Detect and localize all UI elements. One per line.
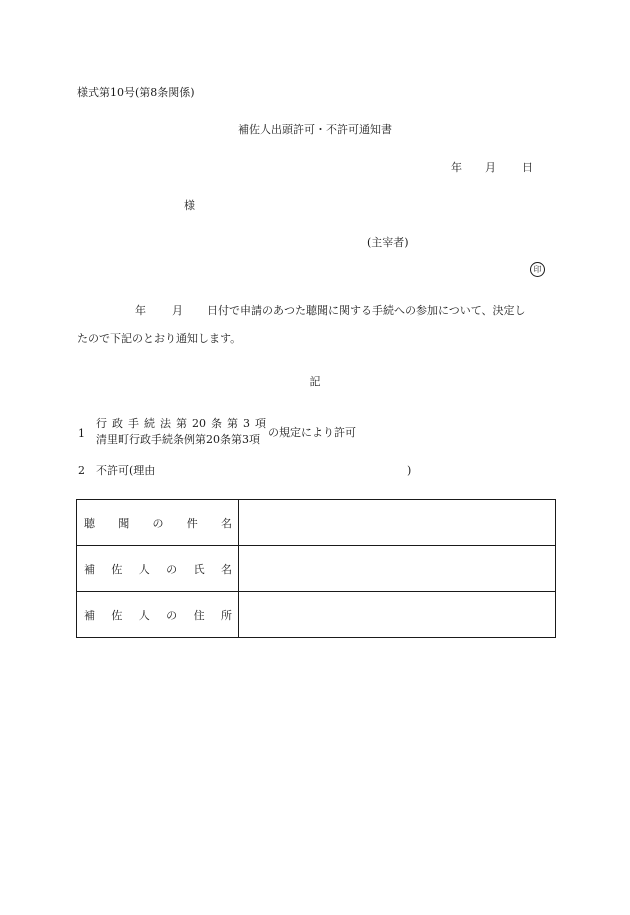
label-char: の — [166, 608, 178, 622]
law-char: 法 — [160, 417, 171, 430]
law-char: 条 — [211, 417, 222, 430]
table-row — [77, 546, 556, 592]
label-char: 名 — [221, 516, 232, 530]
date-year-label: 年 — [451, 161, 462, 174]
row-label-hearing-subject — [77, 500, 239, 546]
label-char: 補 — [84, 562, 95, 576]
label-char: 人 — [138, 562, 150, 576]
law-char: 手 — [128, 417, 139, 430]
document-title: 補佐人出頭許可・不許可通知書 — [238, 123, 392, 136]
label-char: 氏 — [193, 562, 205, 576]
item-2-close-paren: ) — [407, 464, 412, 477]
label-char: の — [166, 562, 178, 576]
body-text-line-1: 日付で申請のあつた聴聞に関する手続への参加について、決定し — [207, 304, 526, 317]
law-char: 続 — [144, 417, 155, 430]
law-char: 第 — [176, 417, 187, 430]
item-1-tail-text: の規定により許可 — [268, 426, 356, 439]
row-label-assistant-name — [77, 546, 239, 592]
label-char: 所 — [220, 608, 232, 622]
item-2-number: 2 — [78, 464, 85, 477]
label-char: 件 — [186, 516, 198, 530]
law-char: 政 — [112, 417, 123, 430]
item-1-law-line-2: 清里町行政手続条例第20条第3項 — [96, 433, 260, 446]
body-month-label: 月 — [172, 304, 183, 317]
item-2-text: 不許可(理由 — [96, 464, 156, 477]
label-char: 名 — [220, 562, 232, 576]
row-label-assistant-address — [77, 592, 239, 638]
item-1-law-line-1 — [96, 418, 266, 429]
date-month-label: 月 — [485, 161, 496, 174]
body-year-label: 年 — [135, 304, 146, 317]
table-row — [77, 592, 556, 638]
label-char: 補 — [84, 608, 95, 622]
label-char: 住 — [193, 608, 205, 622]
form-number: 様式第10号(第8条関係) — [77, 86, 195, 99]
row-value-assistant-address[interactable] — [239, 592, 556, 638]
table-row — [77, 500, 556, 546]
row-value-hearing-subject[interactable] — [239, 500, 556, 546]
sender-title: (主宰者) — [367, 236, 409, 249]
body-text-line-2: たので下記のとおり通知します。 — [77, 332, 242, 345]
date-day-label: 日 — [522, 161, 533, 174]
law-char: 20 — [192, 417, 206, 430]
row-value-assistant-name[interactable] — [239, 546, 556, 592]
law-char: 項 — [255, 417, 266, 430]
label-char: 人 — [138, 608, 150, 622]
hearing-info-table — [76, 499, 556, 638]
seal-mark: 印 — [530, 262, 545, 277]
law-char: 行 — [96, 417, 107, 430]
addressee-honorific: 様 — [184, 199, 195, 212]
label-char: 佐 — [111, 608, 123, 622]
law-char: 第 — [227, 417, 238, 430]
label-char: 佐 — [111, 562, 123, 576]
item-1-number: 1 — [78, 427, 85, 440]
label-char: の — [152, 516, 164, 530]
law-char: 3 — [243, 417, 250, 430]
label-char: 聴 — [84, 516, 95, 530]
note-heading: 記 — [309, 375, 321, 388]
label-char: 聞 — [118, 516, 130, 530]
